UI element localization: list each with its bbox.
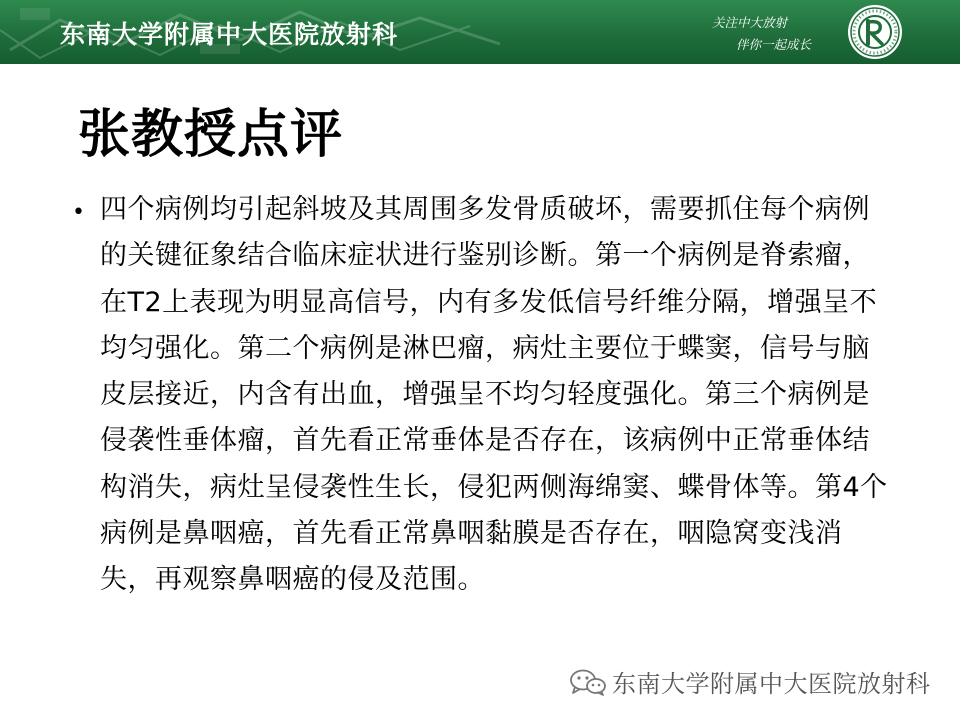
header-slogan-line1: 关注中大放射 bbox=[712, 15, 788, 30]
header-band bbox=[0, 0, 960, 64]
header-title: 东南大学附属中大医院放射科 bbox=[60, 20, 399, 49]
header-slogan-line2: 伴你一起成长 bbox=[736, 37, 812, 52]
page-title: 张教授点评 bbox=[78, 105, 344, 165]
hospital-radiology-logo-icon bbox=[847, 4, 903, 60]
watermark bbox=[568, 664, 931, 699]
watermark-text: 东南大学附属中大医院放射科 bbox=[612, 670, 931, 698]
bullet-marker: • bbox=[72, 200, 85, 225]
wechat-icon bbox=[568, 668, 608, 696]
commentary-paragraph: 四个病例均引起斜坡及其周围多发骨质破坏，需要抓住每个病例的关键征象结合临床症状进行鉴别诊断。第一个病例是脊索瘤，在T2上表现为明显高信号，内有多发低信号纤维分隔，增强呈不均匀强化。第二个病例是淋巴瘤，病灶主要位于蝶窦，信号与脑皮层接近，内含有出血，增强呈不均匀轻度强化。第三个病例是侵袭性垂体瘤，首先看正常垂体是否存在，该病例中正常垂体结构消失，病灶呈侵袭性生长，侵犯两侧海绵窦、蝶骨体等。第4个病例是鼻咽癌，首先看正常鼻咽黏膜是否存在，咽隐窝变浅消失，再观察鼻咽癌的侵及范围。 bbox=[100, 194, 888, 596]
